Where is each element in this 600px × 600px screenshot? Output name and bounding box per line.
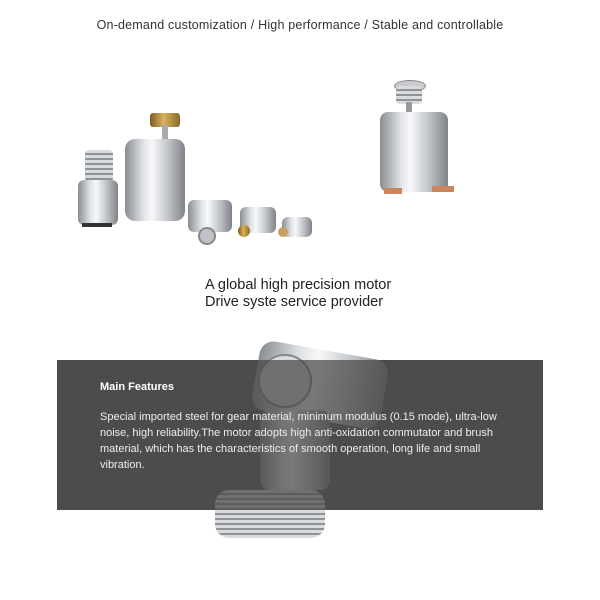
slogan xyxy=(205,277,391,311)
features-panel xyxy=(57,360,543,510)
slogan-line-2: Drive syste service provider xyxy=(205,294,384,310)
tagline: On-demand customization / High performance / Stable and controllable xyxy=(96,18,504,32)
features-title: Main Features xyxy=(100,381,174,393)
slogan-line-1: A global high precision motor xyxy=(205,277,392,293)
motor-image xyxy=(380,80,460,210)
features-body: Special imported steel for gear material, minimum modulus (0.15 mode), ultra-low noise, high reliability.The motor adopts high anti-oxidation commutator and brush material, which has the characteristics of smooth operation, long life and small vibration. xyxy=(100,411,497,471)
motor-group-image xyxy=(70,105,320,250)
